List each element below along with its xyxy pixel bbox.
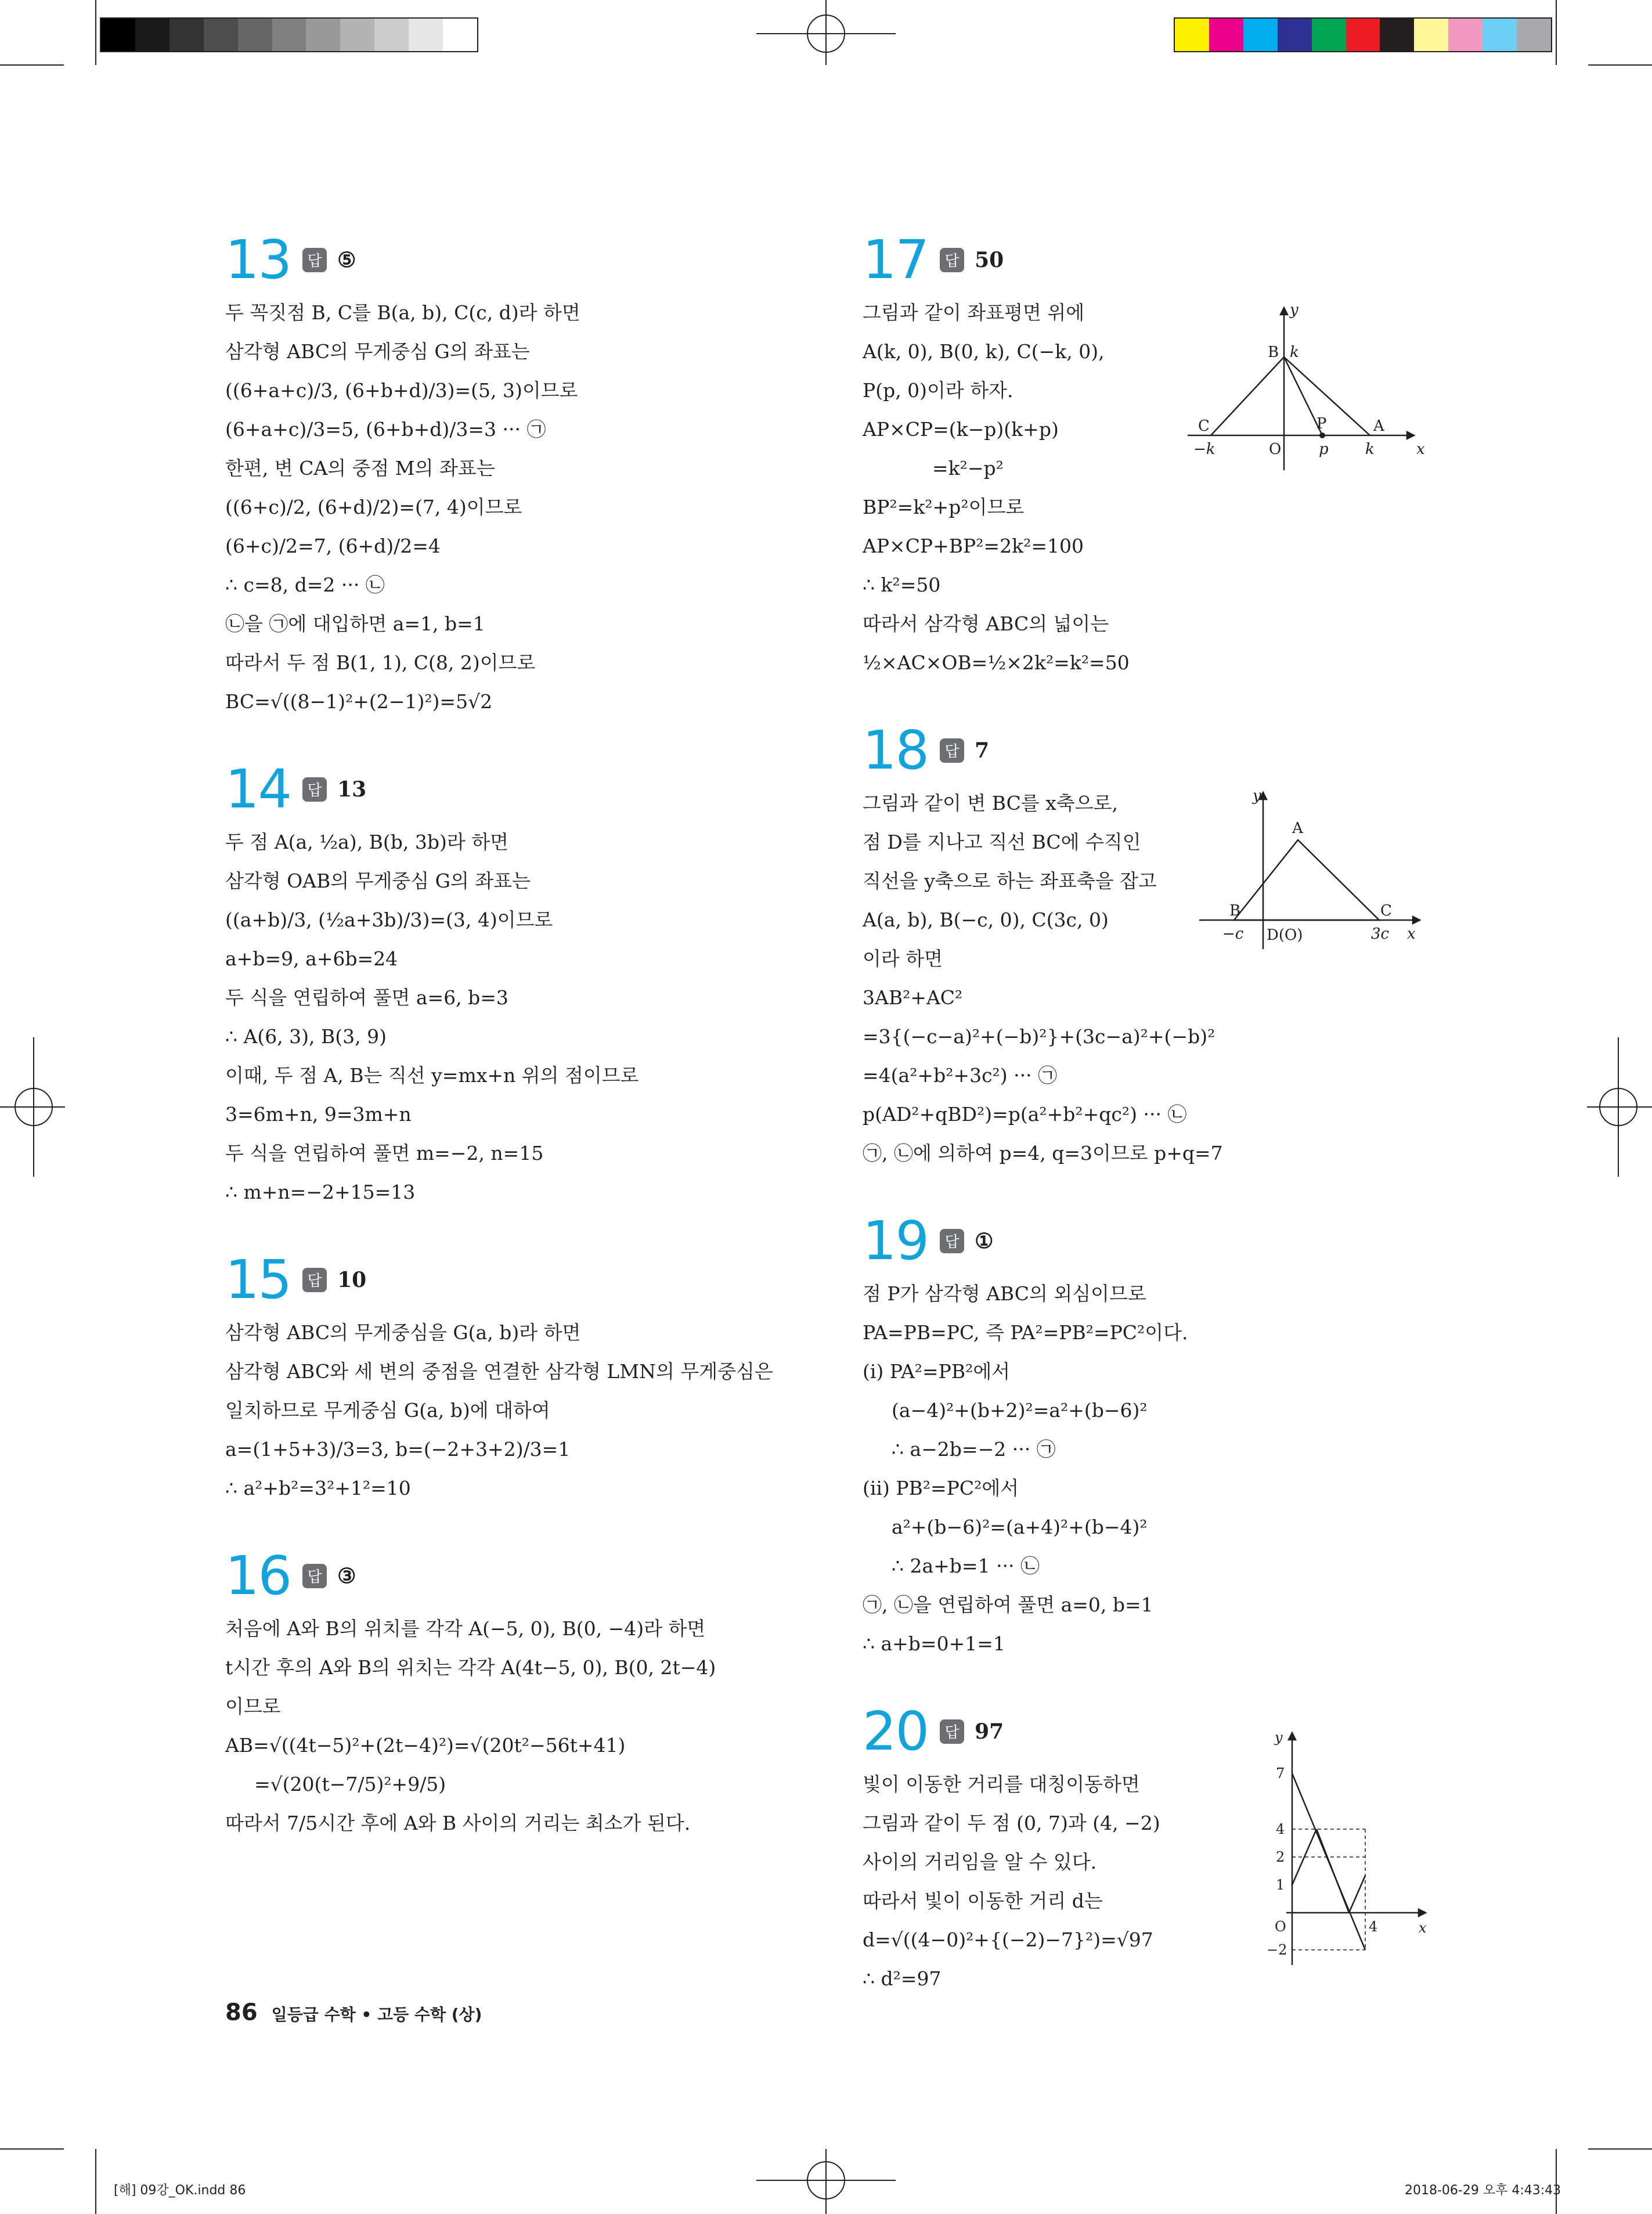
- solution-line: ㉡을 ㉠에 대입하면 a=1, b=1: [225, 612, 485, 635]
- solution-line: 3=6m+n, 9=3m+n: [225, 1103, 412, 1126]
- label-origin: O: [1275, 1919, 1286, 1935]
- solution-line: ∴ a−2b=−2 ··· ㉠: [892, 1438, 1056, 1461]
- problem-number: 15: [225, 1248, 291, 1311]
- tick-1: 1: [1276, 1877, 1285, 1893]
- solution-line: ((6+c)/2, (6+d)/2)=(7, 4)이므로: [225, 496, 522, 518]
- problem-number: 13: [225, 228, 291, 291]
- solution-line: 두 식을 연립하여 풀면 m=−2, n=15: [225, 1142, 544, 1164]
- tick-neg-c: −c: [1222, 925, 1244, 943]
- answer-icon: 답: [940, 738, 964, 763]
- answer-icon: 답: [940, 1719, 964, 1744]
- solution-line: (ⅰ) PA²=PB²에서: [863, 1360, 1011, 1383]
- answer-value: 50: [975, 247, 1004, 272]
- answer-icon: 답: [940, 248, 964, 272]
- answer-value: 10: [337, 1267, 367, 1292]
- answer-value: 7: [975, 738, 990, 763]
- tick-4: 4: [1276, 1821, 1285, 1837]
- problem-18: [863, 719, 1455, 1173]
- answer-icon: 답: [940, 1229, 964, 1253]
- solution-line: 삼각형 ABC와 세 변의 중점을 연결한 삼각형 LMN의 무게중심은: [225, 1360, 773, 1383]
- axis-label-y: y: [1275, 1729, 1283, 1746]
- label-b: B: [1229, 902, 1241, 920]
- solution-line: =k²−p²: [932, 457, 1004, 479]
- solution-line: a²+(b−6)²=(a+4)²+(b−4)²: [892, 1516, 1148, 1538]
- solution-line: 그림과 같이 좌표평면 위에: [863, 301, 1085, 324]
- problem-number: 14: [225, 758, 291, 820]
- solution-line: (6+a+c)/3=5, (6+b+d)/3=3 ··· ㉠: [225, 418, 546, 441]
- solution-line: BC=√((8−1)²+(2−1)²)=5√2: [225, 690, 493, 713]
- solution-line: 그림과 같이 두 점 (0, 7)과 (4, −2): [863, 1812, 1160, 1834]
- answer-icon: 답: [302, 1564, 327, 1588]
- right-column: [863, 228, 1455, 2039]
- solution-line: 사이의 거리임을 알 수 있다.: [863, 1851, 1097, 1873]
- figure-17-triangle: [1182, 302, 1426, 476]
- label-c: C: [1198, 417, 1210, 435]
- solution-line: ((a+b)/3, (½a+3b)/3)=(3, 4)이므로: [225, 908, 553, 931]
- left-column: [225, 228, 817, 1883]
- tick-p: p: [1319, 441, 1329, 458]
- solution-line: 직선을 y축으로 하는 좌표축을 잡고: [863, 870, 1157, 892]
- answer-value: ⑤: [337, 247, 356, 272]
- page-footer: [225, 1999, 482, 2026]
- axis-label-x: x: [1419, 1920, 1427, 1936]
- solution-line: A(k, 0), B(0, k), C(−k, 0),: [863, 340, 1105, 363]
- solution-line: 삼각형 OAB의 무게중심 G의 좌표는: [225, 870, 531, 892]
- axis-label-x: x: [1407, 925, 1416, 943]
- problem-13: [225, 228, 817, 721]
- slug-file: [해] 09강_OK.indd 86: [114, 2183, 246, 2198]
- tick-k: k: [1365, 441, 1375, 458]
- axis-label-y: y: [1290, 302, 1298, 319]
- solution-line: ∴ a²+b²=3²+1²=10: [225, 1477, 411, 1499]
- label-a: A: [1292, 820, 1303, 837]
- answer-icon: 답: [302, 1268, 327, 1292]
- answer-value: ①: [975, 1228, 994, 1253]
- figure-20-reflection: [1263, 1727, 1437, 1971]
- label-a: A: [1373, 417, 1384, 435]
- solution-line: 처음에 A와 B의 위치를 각각 A(−5, 0), B(0, −4)라 하면: [225, 1617, 706, 1640]
- solution-line: 한편, 변 CA의 중점 M의 좌표는: [225, 457, 495, 479]
- solution-line: 빛이 이동한 거리를 대칭이동하면: [863, 1773, 1140, 1795]
- solution-line: P(p, 0)이라 하자.: [863, 379, 1013, 402]
- point-p: [1319, 432, 1325, 438]
- solution-line: =√(20(t−7/5)²+9/5): [254, 1773, 446, 1795]
- solution-line: ∴ A(6, 3), B(3, 9): [225, 1025, 387, 1048]
- tick-neg-2: −2: [1267, 1942, 1287, 1958]
- solution-line: 일치하므로 무게중심 G(a, b)에 대하여: [225, 1399, 550, 1422]
- problem-number: 20: [863, 1700, 929, 1762]
- problem-20: [863, 1700, 1455, 1998]
- solution-line: 그림과 같이 변 BC를 x축으로,: [863, 792, 1118, 814]
- slug-date: 2018-06-29 오후 4:43:43: [1405, 2183, 1561, 2198]
- solution-line: 이므로: [225, 1695, 281, 1718]
- solution-line: 두 점 A(a, ½a), B(b, 3b)라 하면: [225, 831, 508, 853]
- answer-value: 13: [337, 777, 367, 802]
- solution-line: (ⅱ) PB²=PC²에서: [863, 1477, 1019, 1499]
- solution-line: AB=√((4t−5)²+(2t−4)²)=√(20t²−56t+41): [225, 1734, 626, 1757]
- solution-line: 이라 하면: [863, 947, 943, 970]
- solution-line: ∴ d²=97: [863, 1967, 942, 1990]
- solution-line: 3AB²+AC²: [863, 986, 963, 1009]
- tick-2: 2: [1276, 1849, 1285, 1865]
- answer-value: 97: [975, 1719, 1004, 1744]
- solution-line: PA=PB=PC, 즉 PA²=PB²=PC²이다.: [863, 1321, 1188, 1344]
- figure-18-triangle: [1199, 787, 1431, 955]
- solution-line: ㉠, ㉡에 의하여 p=4, q=3이므로 p+q=7: [863, 1142, 1223, 1164]
- axis-label-y: y: [1253, 787, 1261, 805]
- solution-line: a=(1+5+3)/3=3, b=(−2+3+2)/3=1: [225, 1438, 571, 1461]
- answer-icon: 답: [302, 777, 327, 802]
- axis-label-x: x: [1416, 441, 1425, 458]
- book-title: 일등급 수학 • 고등 수학 (상): [271, 2005, 482, 2024]
- solution-line: 따라서 삼각형 ABC의 넓이는: [863, 612, 1109, 635]
- solution-line: t시간 후의 A와 B의 위치는 각각 A(4t−5, 0), B(0, 2t−4): [225, 1656, 716, 1679]
- solution-line: =4(a²+b²+3c²) ··· ㉠: [863, 1064, 1058, 1087]
- tick-7: 7: [1276, 1765, 1285, 1782]
- solution-line: A(a, b), B(−c, 0), C(3c, 0): [863, 908, 1109, 931]
- solution-line: ∴ a+b=0+1=1: [863, 1632, 1005, 1655]
- problem-17: [863, 228, 1455, 682]
- problem-number: 18: [863, 719, 929, 781]
- solution-line: ∴ c=8, d=2 ··· ㉡: [225, 574, 385, 596]
- solution-line: =3{(−c−a)²+(−b)²}+(3c−a)²+(−b)²: [863, 1025, 1215, 1048]
- solution-line: 삼각형 ABC의 무게중심을 G(a, b)라 하면: [225, 1321, 581, 1344]
- solution-line: 따라서 두 점 B(1, 1), C(8, 2)이므로: [225, 651, 536, 674]
- problem-19: [863, 1209, 1455, 1663]
- page-number: 86: [225, 1999, 258, 2026]
- solution-line: 따라서 빛이 이동한 거리 d는: [863, 1890, 1103, 1912]
- solution-line: 이때, 두 점 A, B는 직선 y=mx+n 위의 점이므로: [225, 1064, 639, 1087]
- label-p: P: [1316, 415, 1327, 432]
- solution-line: ∴ m+n=−2+15=13: [225, 1181, 416, 1203]
- solution-line: AP×CP=(k−p)(k+p): [863, 418, 1059, 441]
- solution-line: (a−4)²+(b+2)²=a²+(b−6)²: [892, 1399, 1148, 1422]
- label-c: C: [1380, 902, 1392, 920]
- solution-line: ((6+a+c)/3, (6+b+d)/3)=(5, 3)이므로: [225, 379, 578, 402]
- tick-neg-k: −k: [1193, 441, 1215, 458]
- solution-line: 점 D를 지나고 직선 BC에 수직인: [863, 831, 1141, 853]
- problem-number: 16: [225, 1544, 291, 1607]
- solution-line: ㉠, ㉡을 연립하여 풀면 a=0, b=1: [863, 1593, 1153, 1616]
- problem-number: 17: [863, 228, 929, 291]
- problem-15: [225, 1248, 817, 1508]
- solution-line: ∴ k²=50: [863, 574, 941, 596]
- solution-line: 따라서 7/5시간 후에 A와 B 사이의 거리는 최소가 된다.: [225, 1812, 691, 1834]
- answer-value: ③: [337, 1563, 356, 1588]
- solution-line: (6+c)/2=7, (6+d)/2=4: [225, 535, 441, 557]
- tick-3c: 3c: [1371, 925, 1390, 943]
- tick-x-4: 4: [1369, 1919, 1378, 1935]
- solution-line: 두 식을 연립하여 풀면 a=6, b=3: [225, 986, 508, 1009]
- solution-line: BP²=k²+p²이므로: [863, 496, 1025, 518]
- problem-number: 19: [863, 1209, 929, 1272]
- problem-16: [225, 1544, 817, 1842]
- solution-line: p(AD²+qBD²)=p(a²+b²+qc²) ··· ㉡: [863, 1103, 1187, 1126]
- problem-14: [225, 758, 817, 1211]
- solution-line: 점 P가 삼각형 ABC의 외심이므로: [863, 1282, 1146, 1305]
- solution-line: AP×CP+BP²=2k²=100: [863, 535, 1084, 557]
- label-b: B: [1268, 344, 1279, 361]
- label-d-origin: D(O): [1267, 926, 1303, 944]
- solution-line: a+b=9, a+6b=24: [225, 947, 398, 970]
- label-origin: O: [1269, 441, 1282, 458]
- label-k-top: k: [1290, 344, 1299, 361]
- solution-line: d=√((4−0)²+{(−2)−7}²)=√97: [863, 1928, 1153, 1951]
- solution-line: 두 꼭짓점 B, C를 B(a, b), C(c, d)라 하면: [225, 301, 580, 324]
- solution-line: ½×AC×OB=½×2k²=k²=50: [863, 651, 1130, 674]
- solution-line: ∴ 2a+b=1 ··· ㉡: [892, 1555, 1040, 1577]
- solution-line: 삼각형 ABC의 무게중심 G의 좌표는: [225, 340, 530, 363]
- answer-icon: 답: [302, 248, 327, 272]
